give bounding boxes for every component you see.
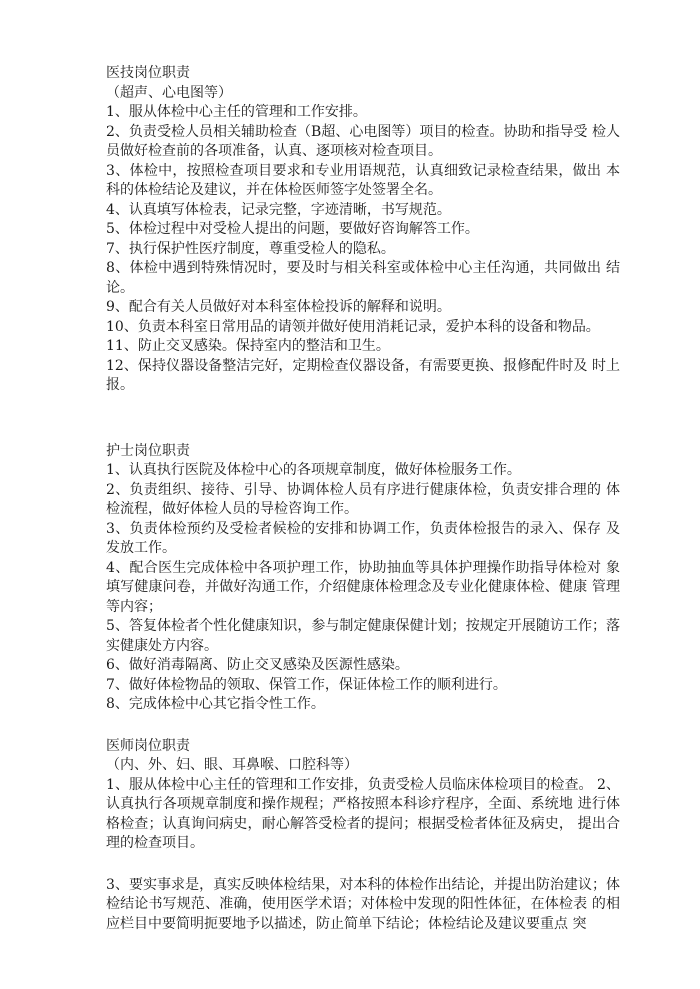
section-medical-technician [106, 64, 620, 396]
list-item: 8、体检中遇到特殊情况时，要及时与相关科室或体检中心主任沟通，共同做出 结论。 [106, 260, 620, 296]
section-subtitle: （内、外、妇、眼、耳鼻喉、口腔科等） [106, 757, 358, 773]
list-item: 4、配合医生完成体检中各项护理工作，协助抽血等具体护理操作助指导体检对 象填写健康问卷，并做好沟通工作，介绍健康体检理念及专业化健康体检、健康 管理等内容； [106, 559, 620, 615]
section-spacer [106, 715, 620, 737]
list-item: 7、执行保护性医疗制度，尊重受检人的隐私。 [106, 240, 395, 257]
section-subtitle: （超声、心电图等） [106, 84, 232, 101]
section-title: 医技岗位职责 [106, 65, 190, 81]
list-item: 2、负责受检人员相关辅助检查（B超、心电图等）项目的检查。协助和指导受 检人员做好检查前的各项准备，认真、逐项核对检查项目。 [106, 123, 620, 159]
list-item: 2、负责组织、接待、引导、协调体检人员有序进行健康体检，负责安排合理的 体检流程，做好体检人员的导检咨询工作。 [106, 481, 620, 517]
section-title: 护士岗位职责 [106, 442, 190, 459]
list-item: 5、体检过程中对受检人提出的问题，要做好咨询解答工作。 [106, 221, 479, 237]
section-nurse [106, 442, 620, 715]
list-item: 12、保持仪器设备整洁完好，定期检查仪器设备，有需要更换、报修配件时及 时上报。 [106, 357, 620, 393]
section-spacer [106, 396, 620, 442]
list-item: 11、防止交叉感染。保持室内的整洁和卫生。 [106, 338, 390, 354]
section-physician [106, 737, 620, 854]
list-item: 3、体检中，按照检查项目要求和专业用语规范，认真细致记录检查结果，做出 本科的体检结论及建议，并在体检医师签字处签署全名。 [106, 162, 620, 198]
list-item: 4、认真填写体检表，记录完整，字迹清晰，书写规范。 [106, 201, 451, 218]
list-item: 3、要实事求是，真实反映体检结果，对本科的体检作出结论，并提出防治建议；体检结论书写规范、准确，使用医学术语；对体检中发现的阳性体征，在体检表 的相应栏目中要简明扼要地予以描述，防止简单下结论；体检结论及建议要重点 突 [106, 876, 620, 932]
list-item: 1、服从体检中心主任的管理和工作安排，负责受检人员临床体检项目的检查。 2、认真执行各项规章制度和操作规程；严格按照本科诊疗程序，全面、系统地 进行体格检查；认真询问病史，耐心解答受检者的提问；根据受检者体征及病史， 提出合理的检查项目。 [106, 776, 620, 851]
section-physician-continued [106, 876, 620, 935]
section-title: 医师岗位职责 [106, 737, 190, 754]
list-item: 7、做好体检物品的领取、保管工作，保证体检工作的顺利进行。 [106, 676, 507, 693]
list-item: 8、完成体检中心其它指令性工作。 [106, 696, 325, 712]
list-item: 9、配合有关人员做好对本科室体检投诉的解释和说明。 [106, 299, 451, 315]
list-item: 1、服从体检中心主任的管理和工作安排。 [106, 104, 367, 120]
list-item: 10、负责本科室日常用品的请领并做好使用消耗记录，爱护本科的设备和物品。 [106, 318, 600, 335]
list-item: 3、负责体检预约及受检者候检的安排和协调工作，负责体检报告的录入、保存 及发放工作。 [106, 520, 620, 556]
list-item: 6、做好消毒隔离、防止交叉感染及医源性感染。 [106, 657, 409, 673]
list-item: 1、认真执行医院及体检中心的各项规章制度，做好体检服务工作。 [106, 462, 521, 478]
section-spacer [106, 854, 620, 876]
list-item: 5、答复体检者个性化健康知识，参与制定健康保健计划；按规定开展随访工作；落实健康处方内容。 [106, 618, 620, 654]
